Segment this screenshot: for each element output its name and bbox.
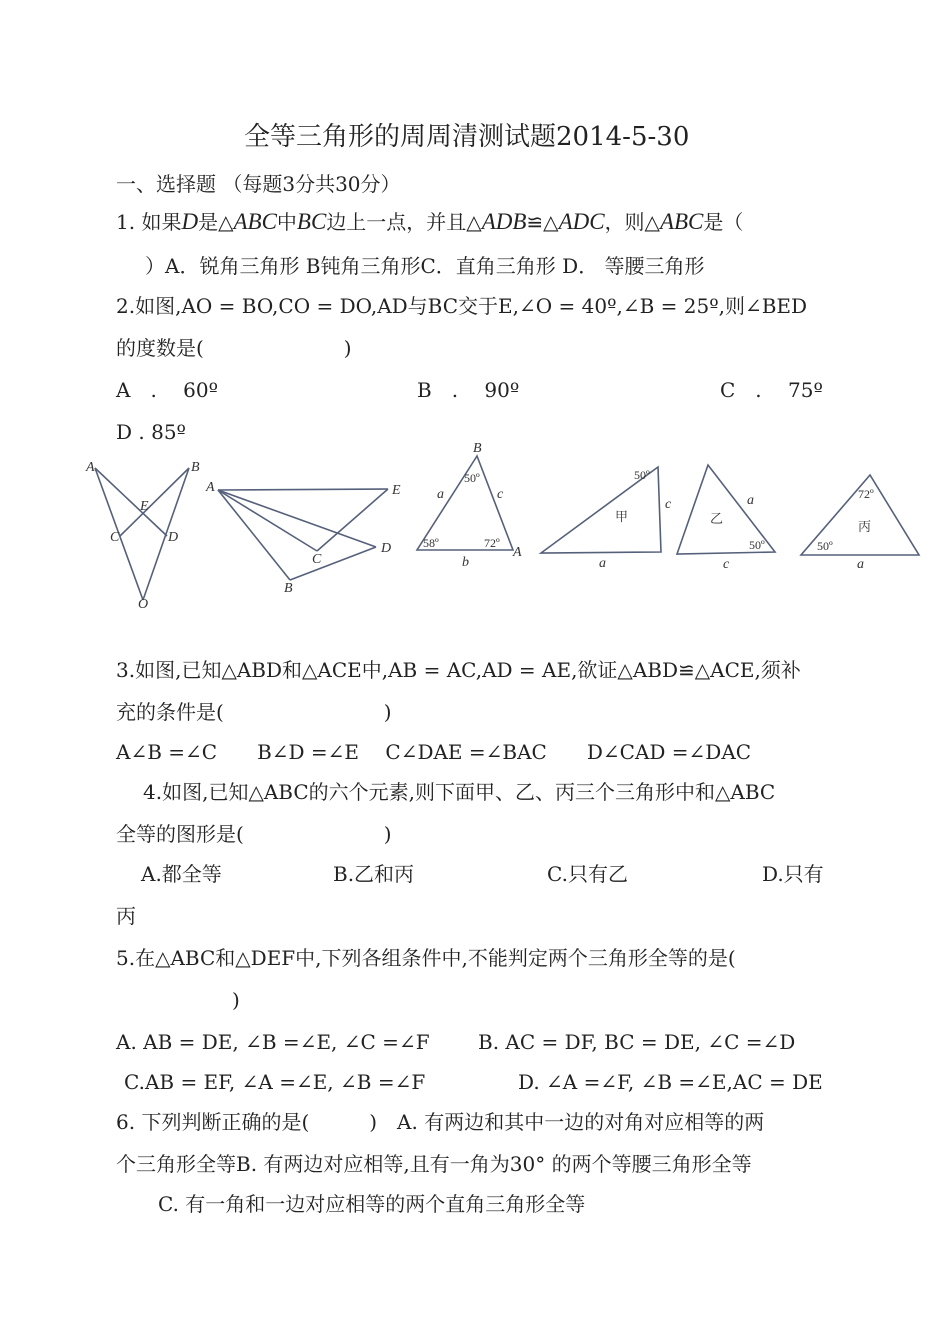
page-title: 全等三角形的周周清测试题2014-5-30 — [244, 122, 690, 152]
question-1-options: ）A．锐角三角形 B钝角三角形C．直角三角形 D． 等腰三角形 — [145, 254, 705, 278]
question-5-option-d: D. ∠A =∠F, ∠B =∠E,AC = DE — [518, 1070, 823, 1094]
question-5-line-2: ) — [232, 988, 240, 1012]
fig6-side-a: a — [857, 557, 864, 572]
fig5-side-a: a — [747, 493, 754, 508]
fig4-side-a: a — [599, 556, 606, 571]
question-4-line-2: 全等的图形是( ) — [116, 822, 392, 846]
fig1-label-a: A — [86, 460, 95, 475]
q1-var-adb: ADB — [481, 209, 527, 234]
question-3-options: A∠B =∠C B∠D =∠E C∠DAE =∠BAC D∠CAD =∠DAC — [116, 740, 752, 764]
fig3-angle-b: 50º — [464, 471, 480, 485]
q1-var-d: D — [181, 209, 199, 234]
q1-text-3: 中 — [276, 210, 297, 234]
q1-var-adc: ADC — [558, 209, 605, 234]
fig1-label-o: O — [138, 597, 149, 610]
q1-text-4: 边上一点，并且△ — [326, 210, 482, 234]
fig4-name: 甲 — [615, 510, 629, 525]
fig2-label-c: C — [312, 552, 322, 567]
figures-row — [0, 440, 950, 610]
figure-2-diagram — [218, 489, 388, 580]
fig4-side-c: c — [665, 497, 672, 512]
question-1-line-1 — [116, 210, 743, 234]
question-5-option-a: A. AB = DE, ∠B =∠E, ∠C =∠F — [116, 1030, 430, 1054]
section-heading: 一、选择题 （每题3分共30分） — [116, 172, 401, 196]
fig3-label-a: A — [513, 545, 522, 560]
question-6-line-1: 6. 下列判断正确的是( ) A. 有两边和其中一边的对角对应相等的两 — [116, 1110, 765, 1134]
question-2-line-1: 2.如图,AO = BO,CO = DO,AD与BC交于E,∠O = 40º,∠B = 25º,则∠BED — [116, 294, 808, 318]
fig3-side-b: b — [462, 555, 469, 570]
fig3-angle-a: 72º — [484, 536, 500, 550]
fig2-label-b: B — [284, 581, 293, 596]
fig6-angle-left: 50º — [817, 539, 833, 553]
fig1-label-e: E — [140, 499, 149, 514]
fig1-label-d: D — [168, 530, 179, 545]
fig2-label-e: E — [392, 483, 401, 498]
q1-var-abc-2: ABC — [659, 209, 704, 234]
fig3-angle-c: 58º — [423, 536, 439, 550]
fig6-name: 丙 — [858, 520, 872, 535]
question-4-option-d: D.只有 — [762, 862, 824, 886]
fig6-angle-top: 72º — [858, 487, 874, 501]
question-6-line-3: C. 有一角和一边对应相等的两个直角三角形全等 — [158, 1192, 586, 1216]
question-4-option-d-cont: 丙 — [116, 904, 136, 928]
fig4-angle: 50º — [634, 468, 650, 482]
fig3-label-b: B — [473, 441, 482, 456]
fig3-side-c: c — [497, 487, 504, 502]
q1-text-5: ≌△ — [526, 210, 559, 234]
question-4-option-c: C.只有乙 — [547, 862, 628, 886]
q1-text-6: ，则△ — [604, 210, 660, 234]
question-2-option-a: A . 60º — [116, 378, 219, 402]
q1-text-1: 1. 如果 — [116, 210, 182, 234]
question-5-line-1: 5.在△ABC和△DEF中,下列各组条件中,不能判定两个三角形全等的是( — [116, 946, 736, 970]
q1-text-2: 是△ — [198, 210, 234, 234]
question-2-option-b: B . 90º — [417, 378, 520, 402]
fig1-label-b: B — [191, 460, 200, 475]
question-3-line-2: 充的条件是( ) — [116, 700, 392, 724]
fig5-angle: 50º — [749, 538, 765, 552]
fig1-label-c: C — [110, 530, 120, 545]
question-2-option-c: C . 75º — [720, 378, 823, 402]
question-5-option-b: B. AC = DF, BC = DE, ∠C =∠D — [478, 1030, 796, 1054]
q1-var-abc: ABC — [233, 209, 277, 234]
q1-text-7: 是（ — [703, 210, 744, 234]
question-4-line-1: 4.如图,已知△ABC的六个元素,则下面甲、乙、丙三个三角形中和△ABC — [143, 780, 776, 804]
question-2-line-2: 的度数是( ) — [116, 336, 352, 360]
fig2-label-d: D — [381, 541, 392, 556]
question-2-option-d: D . 85º — [116, 420, 186, 444]
question-3-line-1: 3.如图,已知△ABD和△ACE中,AB = AC,AD = AE,欲证△ABD≌△ACE,须补 — [116, 658, 801, 682]
question-5-option-c: C.AB = EF, ∠A =∠E, ∠B =∠F — [124, 1070, 426, 1094]
question-4-option-a: A.都全等 — [141, 862, 222, 886]
fig3-side-a: a — [437, 487, 444, 502]
fig2-label-a: A — [206, 480, 215, 495]
question-6-line-2: 个三角形全等B. 有两边对应相等,且有一角为30° 的两个等腰三角形全等 — [116, 1152, 752, 1176]
fig5-name: 乙 — [710, 512, 724, 527]
q1-var-bc: BC — [296, 209, 327, 234]
fig5-side-c: c — [723, 557, 730, 572]
question-4-option-b: B.乙和丙 — [333, 862, 415, 886]
